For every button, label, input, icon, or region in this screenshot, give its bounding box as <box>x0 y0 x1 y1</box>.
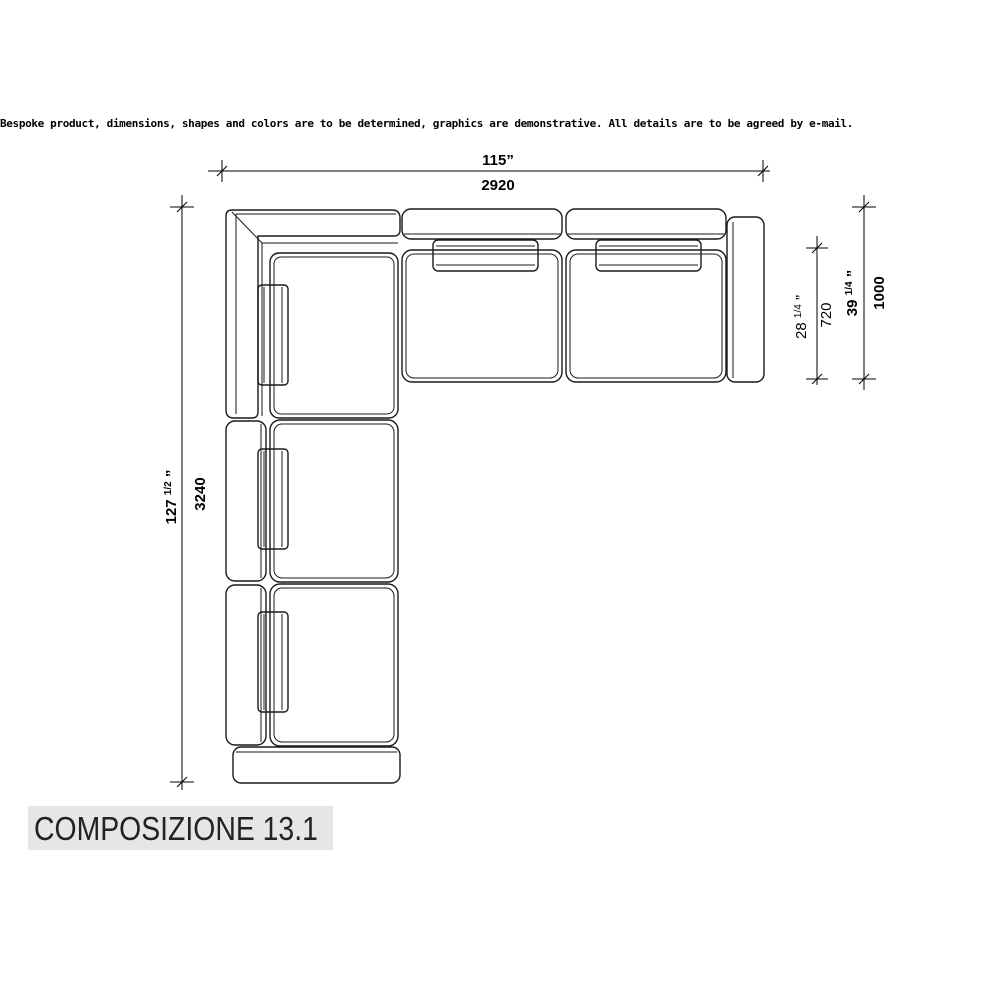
length-inches-whole: 127 <box>163 499 180 525</box>
top-cushion-1 <box>433 240 538 271</box>
seat-mm-label: 720 <box>818 302 835 328</box>
top-seat-2 <box>566 209 726 382</box>
composition-caption <box>28 806 333 850</box>
depth-mm-label: 1000 <box>871 276 888 310</box>
disclaimer-text: Bespoke product, dimensions, shapes and colors are to be determined, graphics are demonstrative. All details are to be agreed by e-mail. <box>0 117 854 130</box>
sofa-outline <box>226 209 764 783</box>
left-cushion-2 <box>258 449 288 549</box>
seat-inches-whole: 28 <box>793 322 810 339</box>
left-seat-3 <box>226 584 398 746</box>
top-seat-1 <box>402 209 562 382</box>
bottom-armrest <box>233 747 400 783</box>
length-inches-frac: 1/2 <box>163 481 174 496</box>
svg-text:28 1/4 ”: 28 $^{1/4}$ ” <box>793 295 810 339</box>
width-mm-label: 2920 <box>481 177 515 194</box>
width-dimension <box>208 152 770 194</box>
corner-module <box>226 210 400 418</box>
length-mm-label: 3240 <box>192 477 209 511</box>
composition-title: COMPOSIZIONE 13.1 <box>34 810 318 847</box>
left-seat-2 <box>226 420 398 582</box>
width-inches-label: 115” <box>482 152 514 169</box>
depth-inches-whole: 39 <box>844 299 861 317</box>
seat-inches-frac: 1/4 <box>793 304 804 319</box>
seat-depth-dimension <box>788 236 835 385</box>
depth-inches-frac: 1/4 <box>844 281 855 296</box>
length-dimension <box>158 195 209 790</box>
left-cushion-3 <box>258 612 288 712</box>
top-cushion-2 <box>596 240 701 271</box>
svg-text:127 1/2 ”: 127 $^{1/2}$ ” <box>163 469 180 525</box>
svg-text:39 1/4 ”: 39 $^{1/4}$ ” <box>844 269 861 317</box>
overall-depth-dimension <box>839 195 888 390</box>
right-armrest <box>727 217 764 382</box>
